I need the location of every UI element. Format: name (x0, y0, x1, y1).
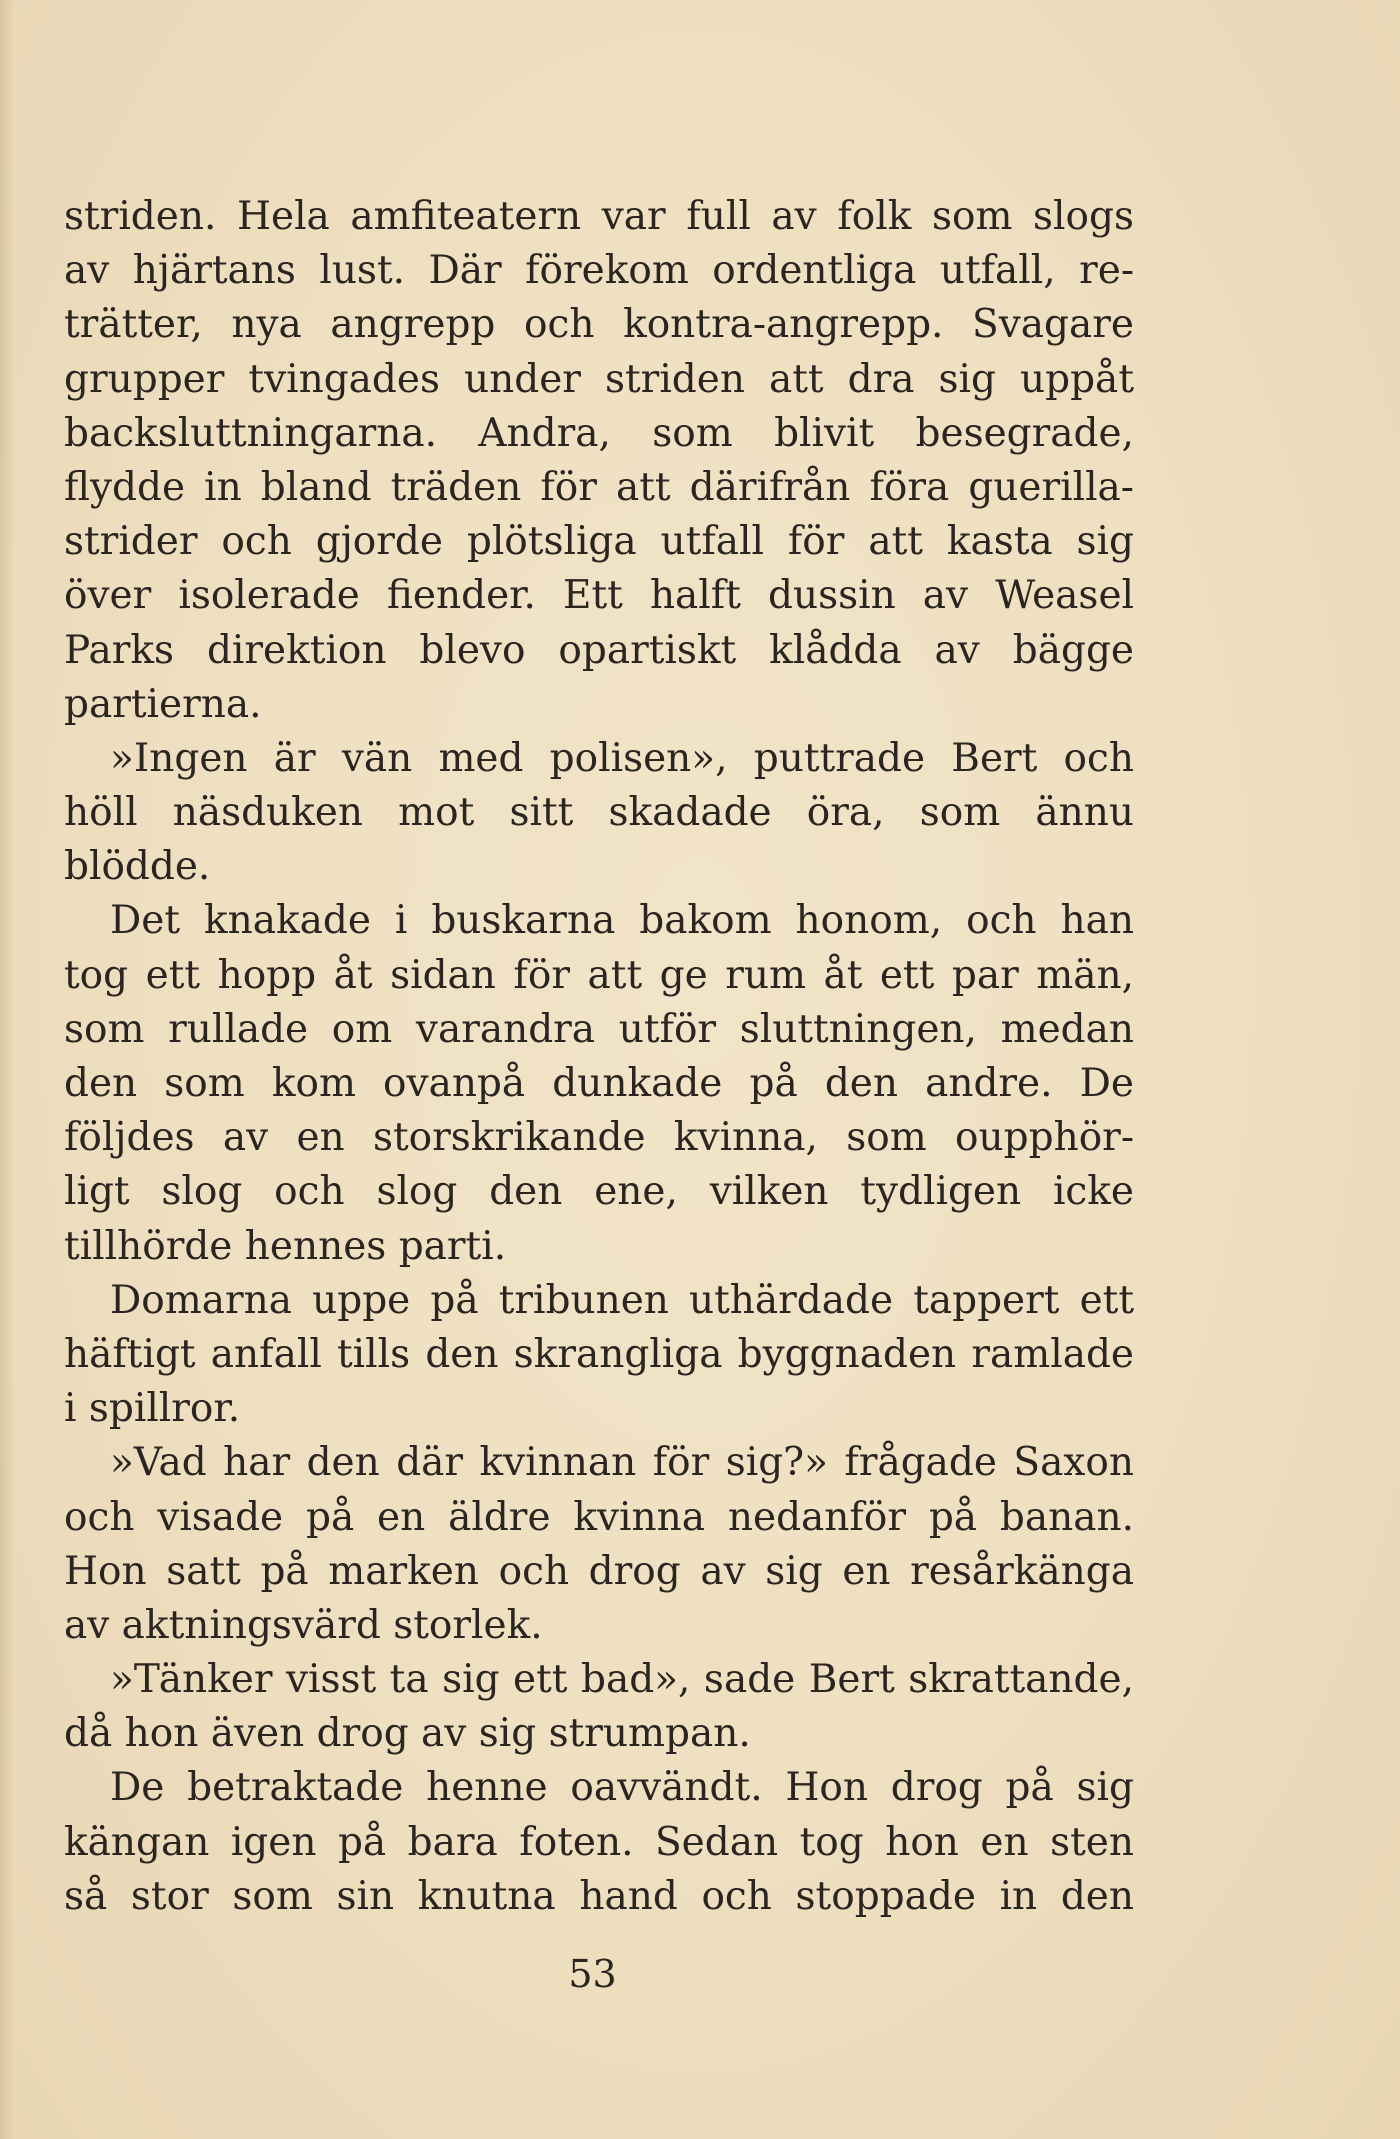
text-line: »Vad har den där kvinnan för sig?» frågade Saxon (110, 1440, 1134, 1486)
text-line: »Ingen är vän med polisen», puttrade Bert och (110, 735, 1134, 781)
text-line: och visade på en äldre kvinna nedanför på banan. (64, 1494, 1134, 1540)
text-line: De betraktade henne oavvändt. Hon drog på sig (110, 1765, 1134, 1811)
text-line: över isolerade fiender. Ett halft dussin av Weasel (64, 573, 1134, 619)
text-line: följdes av en storskrikande kvinna, som oupphör- (64, 1115, 1134, 1161)
text-line: kängan igen på bara foten. Sedan tog hon en sten (64, 1819, 1134, 1865)
text-line: grupper tvingades under striden att dra sig uppåt (64, 356, 1134, 402)
text-line: häftigt anfall tills den skrangliga byggnaden ramlade (64, 1331, 1134, 1377)
paragraph (64, 1274, 1134, 1437)
text-line: striden. Hela amfiteatern var full av folk som slogs (64, 194, 1134, 239)
text-line: i spillror. (64, 1386, 241, 1432)
text-line: Domarna uppe på tribunen uthärdade tappert ett (110, 1277, 1134, 1323)
text-line: backsluttningarna. Andra, som blivit besegrade, (64, 410, 1134, 456)
text-line: blödde. (64, 844, 211, 890)
text-line: flydde in bland träden för att därifrån föra guerilla- (64, 464, 1134, 510)
paragraph (64, 732, 1134, 895)
text-line: så stor som sin knutna hand och stoppade in den (64, 1873, 1134, 1919)
text-line: trätter, nya angrepp och kontra-angrepp. Svagare (64, 302, 1134, 348)
text-line: den som kom ovanpå dunkade på den andre. De (64, 1061, 1134, 1106)
paragraph (64, 1436, 1134, 1653)
text-line: av aktningsvärd storlek. (64, 1602, 543, 1648)
text-line: som rullade om varandra utför sluttningen, medan (64, 1006, 1134, 1052)
paragraph (64, 190, 1134, 732)
text-line: då hon även drog av sig strumpan. (64, 1711, 751, 1757)
page-edge-shadow (0, 0, 14, 2139)
text-line: strider och gjorde plötsliga utfall för att kasta sig (64, 519, 1134, 565)
text-line: »Tänker visst ta sig ett bad», sade Bert skrattande, (110, 1657, 1134, 1703)
text-line: Parks direktion blevo opartiskt klådda av bägge (64, 627, 1134, 673)
text-line: Det knakade i buskarna bakom honom, och han (110, 898, 1134, 944)
text-line: partierna. (64, 681, 262, 727)
paragraph (64, 894, 1134, 1273)
text-line: höll näsduken mot sitt skadade öra, som ännu (64, 790, 1134, 836)
text-line: av hjärtans lust. Där förekom ordentliga utfall, re- (64, 248, 1134, 294)
text-line: Hon satt på marken och drog av sig en resårkänga (64, 1548, 1134, 1594)
paragraph (64, 1761, 1134, 1924)
text-line: tillhörde hennes parti. (64, 1223, 507, 1269)
body-text (64, 190, 1134, 1924)
text-line: tog ett hopp åt sidan för att ge rum åt ett par män, (64, 952, 1134, 998)
paragraph (64, 1653, 1134, 1761)
page-number: 53 (568, 1952, 617, 1996)
text-line: ligt slog och slog den ene, vilken tydligen icke (64, 1169, 1134, 1215)
